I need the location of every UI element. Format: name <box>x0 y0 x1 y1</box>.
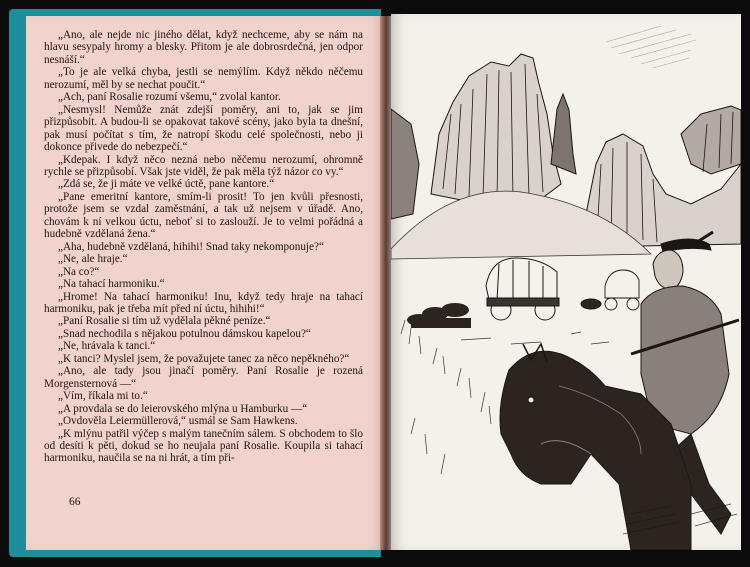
paragraph: „Ne, ale hraje.“ <box>58 253 128 266</box>
text-block <box>44 29 363 465</box>
paragraph: „Kdepak. I když něco nezná nebo něčemu nerozumí, ohromně rychle se přizpůsobí. Však jste viděl, že pak měla týž názor co vy.“ <box>44 153 363 178</box>
paragraph: „Na co?“ <box>58 265 100 278</box>
paragraph: „Ne, hrávala k tanci.“ <box>58 340 156 353</box>
paragraph: „K tanci? Myslel jsem, že považujete tanec za něco nepěkného?“ <box>58 352 350 365</box>
paragraph: „A provdala se do leierovského mlýna u Hamburku —“ <box>58 402 308 415</box>
sky-hatching <box>606 26 696 68</box>
paragraph: „Hrome! Na tahací harmoniku! Inu, když tedy hraje na tahací harmoniku, pak je třeba mít před ní úctu, hihihi!“ <box>44 290 363 315</box>
paragraph: „Zdá se, že ji máte ve velké úctě, pane kantore.“ <box>58 178 275 191</box>
paragraph: „Ovdověla Leiermüllerová,“ usmál se Sam Hawkens. <box>58 415 298 428</box>
ox-team <box>407 303 471 328</box>
paragraph: „Nesmysl! Nemůže znát zdejší poměry, ani to, jak se jim přizpůsobit. A budou-li se opakovat takové scény, jako byla ta dnešní, pak musí počítat s tím, že natropí škodu celé společnosti, nebo ji dokonce přivede do nebezpečí.“ <box>44 103 363 154</box>
paragraph: „K mlýnu patřil výčep s malým tanečním sálem. S obchodem to šlo od desíti k pěti, dokud se ho neujala paní Rosalie. Koupila si tahací harmoniku, naučila se na ni hrát, a tím při- <box>44 427 363 465</box>
paragraph: „Ano, ale nejde nic jiného dělat, když nechceme, aby se nám na hlavu sesypaly hromy a blesky. Přitom je ale dobrosrdečná, jen odpor nesnáší.“ <box>44 29 363 66</box>
paragraph: „Aha, hudebně vzdělaná, hihihi! Snad taky nekomponuje?“ <box>58 240 324 253</box>
paragraph: „Vím, říkala mi to.“ <box>58 390 148 403</box>
rider-illustration <box>391 14 741 550</box>
paragraph: „Snad nechodila s nějakou potulnou dámskou kapelou?“ <box>58 327 311 340</box>
page-number: 66 <box>69 496 81 508</box>
covered-wagon <box>486 258 559 320</box>
paragraph: „Ach, paní Rosalie rozumí všemu,“ zvolal kantor. <box>58 91 281 104</box>
paragraph: „To je ale velká chyba, jestli se nemýlím. Když někdo něčemu nerozumí, měl by se nechat poučit.“ <box>44 66 363 91</box>
paragraph: „Na tahací harmoniku.“ <box>58 278 165 291</box>
distant-wagon <box>581 270 639 310</box>
paragraph: „Pane emeritní kantore, smím-li prosit! To jen kvůli přesnosti, protože jsem se vzdal zaměstnání, a tak už nejsem v úřadě. Ano, chovám k ní velkou úctu, neboť si to zaslouží. Je to velmi pořádná a hudebně vzdělaná žena.“ <box>44 190 363 241</box>
paragraph: „Paní Rosalie si tím už vydělala pěkné peníze.“ <box>58 315 271 328</box>
right-page <box>391 14 741 550</box>
paragraph: „Ano, ale tady jsou jinačí poměry. Paní Rosalie je rozená Morgensternová —“ <box>44 365 363 390</box>
